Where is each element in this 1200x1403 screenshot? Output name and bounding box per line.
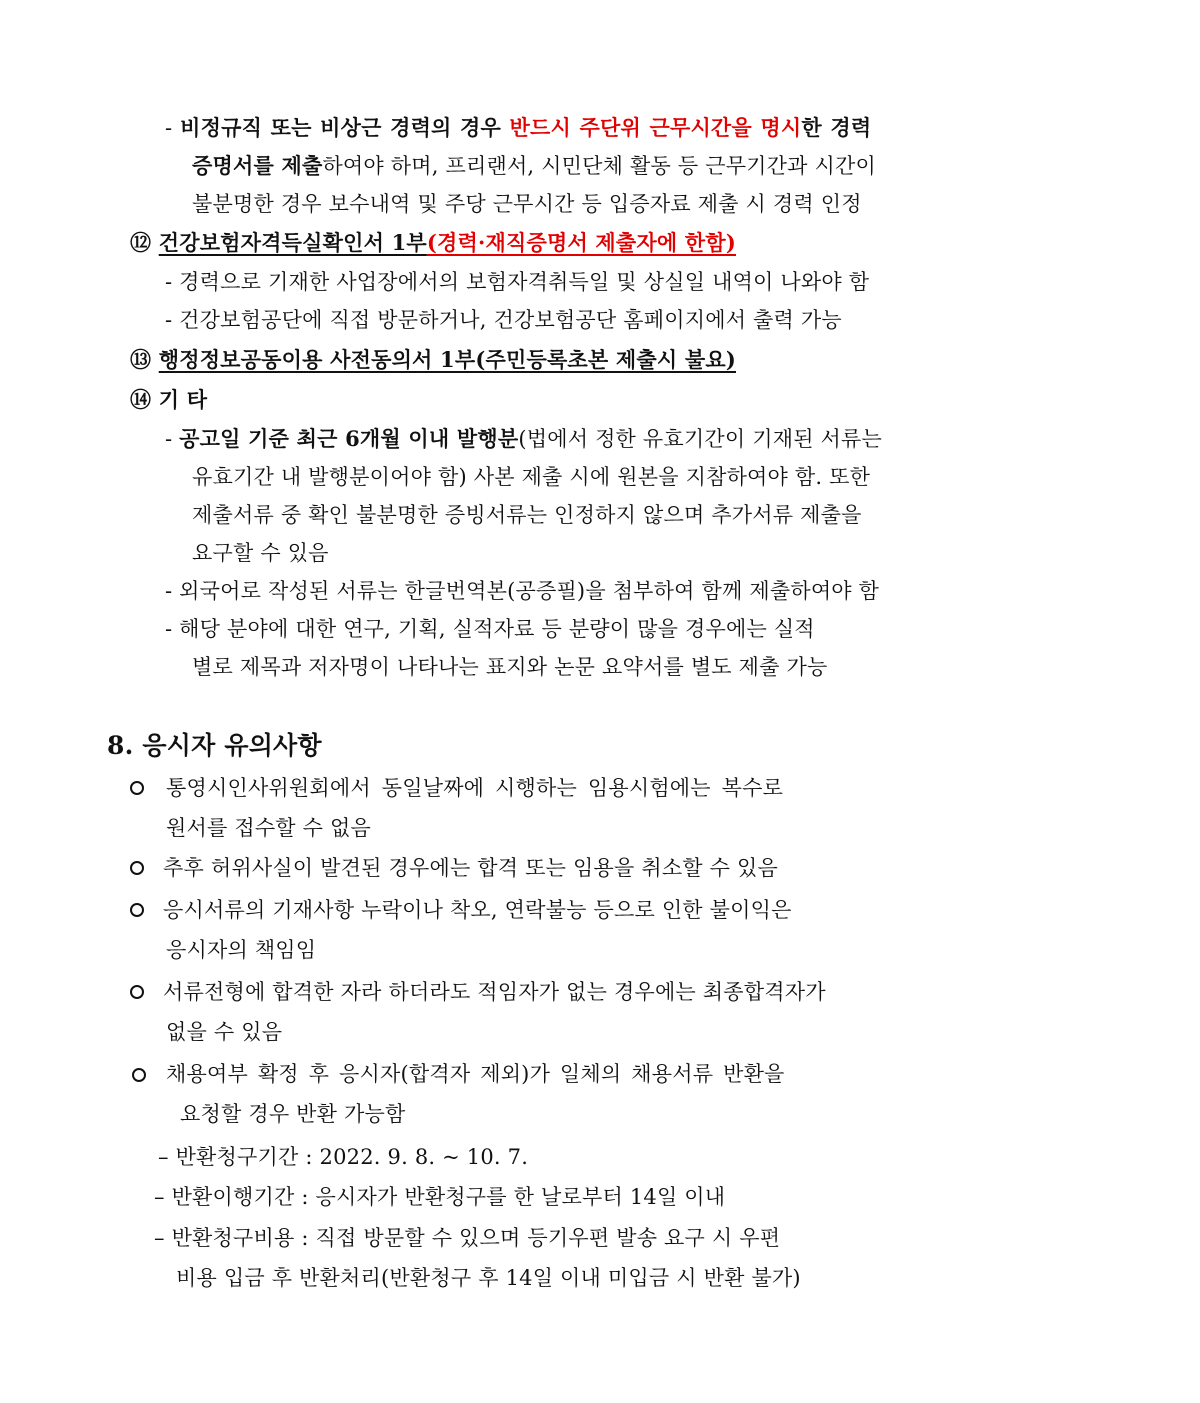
item-14-bullet-1-line-4: 요구할 수 있음 bbox=[192, 541, 329, 565]
item-14-bullet-1-bold: 공고일 기준 최근 6개월 이내 발행분 bbox=[179, 426, 519, 451]
career-note-highlight: 반드시 주단위 근무시간을 명시 bbox=[509, 115, 802, 140]
circle-bullet-icon bbox=[130, 861, 144, 875]
career-note-text-2: 하여야 하며, 프리랜서, 시민단체 활동 등 근무기간과 시간이 bbox=[322, 154, 876, 178]
item-14-header bbox=[130, 386, 207, 414]
item-14-title: 기 타 bbox=[158, 387, 208, 412]
notice-4-line-1: 서류전형에 합격한 자라 하더라도 적임자가 없는 경우에는 최종합격자가 bbox=[163, 980, 826, 1004]
return-execution-period: – 반환이행기간 : 응시자가 반환청구를 한 날로부터 14일 이내 bbox=[154, 1185, 726, 1209]
item-14-bullet-1-line-2: 유효기간 내 발행분이어야 함) 사본 제출 시에 원본을 지참하여야 함. 또한 bbox=[192, 465, 871, 489]
item-14-bullet-1-line-3: 제출서류 중 확인 불분명한 증빙서류는 인정하지 않으며 추가서류 제출을 bbox=[192, 503, 862, 527]
return-period: – 반환청구기간 : 2022. 9. 8. ~ 10. 7. bbox=[158, 1145, 529, 1169]
return-cost-line-2: 비용 입금 후 반환처리(반환청구 후 14일 이내 미입금 시 반환 불가) bbox=[176, 1266, 801, 1290]
return-cost-line-1: – 반환청구비용 : 직접 방문할 수 있으며 등기우편 발송 요구 시 우편 bbox=[154, 1226, 781, 1250]
dash: - bbox=[165, 427, 180, 451]
circle-bullet-icon bbox=[130, 985, 144, 999]
item-13-number: ⑬ bbox=[130, 347, 152, 372]
item-12-header bbox=[130, 229, 736, 257]
item-14-bullet-3-line-1: - 해당 분야에 대한 연구, 기획, 실적자료 등 분량이 많을 경우에는 실적 bbox=[165, 617, 815, 641]
career-note-line-1 bbox=[165, 114, 871, 142]
item-14-bullet-1-rest: (법에서 정한 유효기간이 기재된 서류는 bbox=[518, 427, 883, 451]
career-note-line-3: 불분명한 경우 보수내역 및 주당 근무시간 등 입증자료 제출 시 경력 인정 bbox=[192, 192, 862, 216]
notice-3-line-1: 응시서류의 기재사항 누락이나 착오, 연락불능 등으로 인한 불이익은 bbox=[163, 898, 792, 922]
section-8-heading: 8. 응시자 유의사항 bbox=[107, 731, 322, 760]
item-13-title: 행정정보공동이용 사전동의서 1부(주민등록초본 제출시 불요) bbox=[158, 347, 736, 372]
item-12-note: (경력·재직증명서 제출자에 한함) bbox=[426, 230, 736, 255]
circle-bullet-icon bbox=[130, 781, 144, 795]
item-12-bullet-1: - 경력으로 기재한 사업장에서의 보험자격취득일 및 상실일 내역이 나와야 함 bbox=[165, 270, 870, 294]
career-note-bold-2: 증명서를 제출 bbox=[192, 153, 323, 178]
item-13-header bbox=[130, 346, 736, 374]
item-14-bullet-2: - 외국어로 작성된 서류는 한글번역본(공증필)을 첨부하여 함께 제출하여야 함 bbox=[165, 579, 880, 603]
career-note-bold-end: 한 경력 bbox=[801, 115, 872, 140]
notice-5-line-1: 채용여부 확정 후 응시자(합격자 제외)가 일체의 채용서류 반환을 bbox=[166, 1062, 785, 1086]
item-12-bullet-2: - 건강보험공단에 직접 방문하거나, 건강보험공단 홈페이지에서 출력 가능 bbox=[165, 308, 842, 332]
circle-bullet-icon bbox=[132, 1068, 146, 1082]
item-14-number: ⑭ bbox=[130, 387, 152, 412]
dash: - bbox=[165, 116, 181, 140]
notice-4-line-2: 없을 수 있음 bbox=[166, 1020, 283, 1044]
item-14-bullet-1-line-1 bbox=[165, 425, 882, 453]
notice-2-line-1: 추후 허위사실이 발견된 경우에는 합격 또는 임용을 취소할 수 있음 bbox=[163, 856, 778, 880]
item-14-bullet-3-line-2: 별로 제목과 저자명이 나타나는 표지와 논문 요약서를 별도 제출 가능 bbox=[192, 655, 828, 679]
notice-5-line-2: 요청할 경우 반환 가능함 bbox=[180, 1102, 406, 1126]
circle-bullet-icon bbox=[130, 903, 144, 917]
item-12-title: 건강보험자격득실확인서 1부 bbox=[158, 230, 427, 255]
item-12-number: ⑫ bbox=[130, 230, 152, 255]
notice-1-line-1: 통영시인사위원회에서 동일날짜에 시행하는 임용시험에는 복수로 bbox=[166, 776, 784, 800]
career-note-line-2 bbox=[192, 152, 876, 180]
notice-3-line-2: 응시자의 책임임 bbox=[166, 938, 317, 962]
notice-1-line-2: 원서를 접수할 수 없음 bbox=[166, 816, 371, 840]
career-note-bold: 비정규직 또는 비상근 경력의 경우 bbox=[180, 115, 510, 140]
